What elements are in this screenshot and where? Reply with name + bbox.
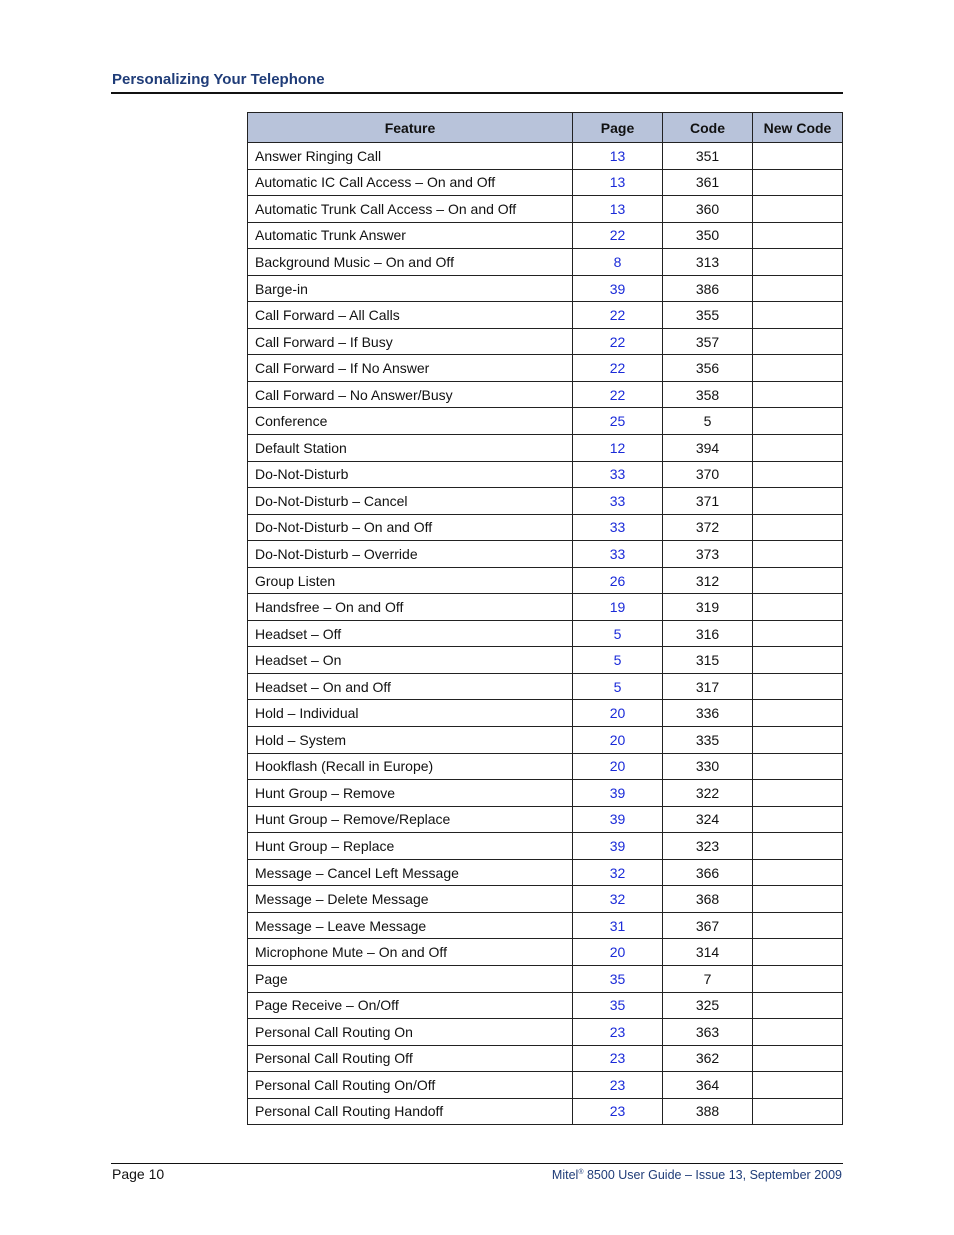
new-code-cell	[753, 700, 843, 727]
table-row	[248, 859, 843, 886]
page-link[interactable]: 23	[573, 1045, 663, 1072]
page-link[interactable]: 22	[573, 355, 663, 382]
code-cell: 362	[663, 1045, 753, 1072]
feature-cell: Page	[248, 965, 573, 992]
table-row	[248, 912, 843, 939]
page-link[interactable]: 20	[573, 753, 663, 780]
table-row	[248, 594, 843, 621]
table-row	[248, 727, 843, 754]
new-code-cell	[753, 1098, 843, 1125]
page-link[interactable]: 22	[573, 381, 663, 408]
new-code-cell	[753, 965, 843, 992]
feature-cell: Group Listen	[248, 567, 573, 594]
table-row	[248, 196, 843, 223]
page-link[interactable]: 22	[573, 328, 663, 355]
new-code-cell	[753, 594, 843, 621]
feature-cell: Headset – On	[248, 647, 573, 674]
page-link[interactable]: 26	[573, 567, 663, 594]
feature-cell: Barge-in	[248, 275, 573, 302]
code-cell: 315	[663, 647, 753, 674]
new-code-cell	[753, 912, 843, 939]
new-code-cell	[753, 1072, 843, 1099]
code-cell: 388	[663, 1098, 753, 1125]
new-code-cell	[753, 355, 843, 382]
code-cell: 350	[663, 222, 753, 249]
new-code-cell	[753, 222, 843, 249]
page-link[interactable]: 33	[573, 488, 663, 515]
table-row	[248, 965, 843, 992]
new-code-cell	[753, 169, 843, 196]
feature-cell: Message – Delete Message	[248, 886, 573, 913]
feature-cell: Background Music – On and Off	[248, 249, 573, 276]
page-link[interactable]: 33	[573, 541, 663, 568]
page-link[interactable]: 33	[573, 514, 663, 541]
feature-cell: Conference	[248, 408, 573, 435]
page-link[interactable]: 13	[573, 169, 663, 196]
page-link[interactable]: 31	[573, 912, 663, 939]
page-link[interactable]: 39	[573, 780, 663, 807]
code-cell: 322	[663, 780, 753, 807]
registered-mark: ®	[578, 1168, 584, 1176]
new-code-cell	[753, 1045, 843, 1072]
feature-cell: Do-Not-Disturb – Override	[248, 541, 573, 568]
code-cell: 370	[663, 461, 753, 488]
table-row	[248, 249, 843, 276]
page-link[interactable]: 5	[573, 647, 663, 674]
table-row	[248, 461, 843, 488]
feature-cell: Headset – On and Off	[248, 673, 573, 700]
code-cell: 371	[663, 488, 753, 515]
code-cell: 367	[663, 912, 753, 939]
code-cell: 372	[663, 514, 753, 541]
code-cell: 360	[663, 196, 753, 223]
new-code-cell	[753, 328, 843, 355]
page-link[interactable]: 39	[573, 806, 663, 833]
code-cell: 7	[663, 965, 753, 992]
code-cell: 368	[663, 886, 753, 913]
code-cell: 324	[663, 806, 753, 833]
page-link[interactable]: 20	[573, 700, 663, 727]
table-row	[248, 620, 843, 647]
table-row	[248, 328, 843, 355]
feature-cell: Personal Call Routing Off	[248, 1045, 573, 1072]
feature-cell: Personal Call Routing Handoff	[248, 1098, 573, 1125]
new-code-cell	[753, 408, 843, 435]
feature-cell: Message – Cancel Left Message	[248, 859, 573, 886]
section-title: Personalizing Your Telephone	[112, 71, 325, 88]
new-code-cell	[753, 302, 843, 329]
page-link[interactable]: 39	[573, 275, 663, 302]
page-link[interactable]: 23	[573, 1019, 663, 1046]
table-row	[248, 806, 843, 833]
new-code-cell	[753, 806, 843, 833]
footer-divider	[111, 1163, 843, 1164]
code-cell: 335	[663, 727, 753, 754]
code-cell: 357	[663, 328, 753, 355]
new-code-cell	[753, 488, 843, 515]
code-cell: 386	[663, 275, 753, 302]
table-row	[248, 700, 843, 727]
new-code-cell	[753, 381, 843, 408]
table-row	[248, 514, 843, 541]
table-row	[248, 753, 843, 780]
code-cell: 355	[663, 302, 753, 329]
feature-cell: Default Station	[248, 435, 573, 462]
code-cell: 325	[663, 992, 753, 1019]
feature-cell: Call Forward – If Busy	[248, 328, 573, 355]
table-row	[248, 567, 843, 594]
new-code-cell	[753, 992, 843, 1019]
page-link[interactable]: 20	[573, 727, 663, 754]
column-header-new-code: New Code	[753, 113, 843, 143]
new-code-cell	[753, 620, 843, 647]
code-cell: 313	[663, 249, 753, 276]
feature-cell: Hunt Group – Remove	[248, 780, 573, 807]
code-cell: 351	[663, 143, 753, 170]
code-cell: 364	[663, 1072, 753, 1099]
feature-cell: Do-Not-Disturb – Cancel	[248, 488, 573, 515]
feature-cell: Answer Ringing Call	[248, 143, 573, 170]
guide-title: 8500 User Guide – Issue 13, September 2009	[583, 1168, 842, 1182]
code-cell: 317	[663, 673, 753, 700]
page-link[interactable]: 22	[573, 302, 663, 329]
new-code-cell	[753, 1019, 843, 1046]
table-row	[248, 673, 843, 700]
new-code-cell	[753, 461, 843, 488]
column-header-code: Code	[663, 113, 753, 143]
page-link[interactable]: 33	[573, 461, 663, 488]
footer-guide-title	[552, 1168, 842, 1182]
new-code-cell	[753, 753, 843, 780]
page-link[interactable]: 39	[573, 833, 663, 860]
table-row	[248, 222, 843, 249]
table-row	[248, 1072, 843, 1099]
table-row	[248, 381, 843, 408]
brand-name: Mitel	[551, 1168, 579, 1182]
feature-cell: Personal Call Routing On/Off	[248, 1072, 573, 1099]
new-code-cell	[753, 514, 843, 541]
table-row	[248, 992, 843, 1019]
page-link[interactable]: 5	[573, 620, 663, 647]
table-row	[248, 1045, 843, 1072]
feature-cell: Automatic IC Call Access – On and Off	[248, 169, 573, 196]
code-cell: 5	[663, 408, 753, 435]
table-header-row	[248, 113, 843, 143]
new-code-cell	[753, 886, 843, 913]
table-row	[248, 408, 843, 435]
feature-cell: Message – Leave Message	[248, 912, 573, 939]
feature-cell: Handsfree – On and Off	[248, 594, 573, 621]
page-number: Page 10	[112, 1166, 165, 1182]
feature-cell: Automatic Trunk Call Access – On and Off	[248, 196, 573, 223]
table-body	[248, 143, 843, 1125]
feature-cell: Page Receive – On/Off	[248, 992, 573, 1019]
new-code-cell	[753, 435, 843, 462]
feature-cell: Do-Not-Disturb	[248, 461, 573, 488]
new-code-cell	[753, 567, 843, 594]
code-cell: 312	[663, 567, 753, 594]
table-row	[248, 302, 843, 329]
new-code-cell	[753, 647, 843, 674]
feature-cell: Hunt Group – Replace	[248, 833, 573, 860]
feature-cell: Automatic Trunk Answer	[248, 222, 573, 249]
page-link[interactable]: 20	[573, 939, 663, 966]
table-row	[248, 1098, 843, 1125]
page-link[interactable]: 25	[573, 408, 663, 435]
table-row	[248, 435, 843, 462]
page-link[interactable]: 35	[573, 965, 663, 992]
code-cell: 316	[663, 620, 753, 647]
code-cell: 366	[663, 859, 753, 886]
code-cell: 323	[663, 833, 753, 860]
table-row	[248, 780, 843, 807]
table-row	[248, 939, 843, 966]
new-code-cell	[753, 143, 843, 170]
table-row	[248, 488, 843, 515]
code-cell: 319	[663, 594, 753, 621]
feature-cell: Personal Call Routing On	[248, 1019, 573, 1046]
page-link[interactable]: 35	[573, 992, 663, 1019]
feature-cell: Hunt Group – Remove/Replace	[248, 806, 573, 833]
feature-cell: Call Forward – All Calls	[248, 302, 573, 329]
feature-cell: Hold – Individual	[248, 700, 573, 727]
feature-cell: Call Forward – No Answer/Busy	[248, 381, 573, 408]
page-link[interactable]: 5	[573, 673, 663, 700]
column-header-feature: Feature	[248, 113, 573, 143]
new-code-cell	[753, 833, 843, 860]
new-code-cell	[753, 541, 843, 568]
new-code-cell	[753, 196, 843, 223]
page-link[interactable]: 12	[573, 435, 663, 462]
page-link[interactable]: 13	[573, 196, 663, 223]
feature-cell: Headset – Off	[248, 620, 573, 647]
code-cell: 314	[663, 939, 753, 966]
code-cell: 358	[663, 381, 753, 408]
new-code-cell	[753, 275, 843, 302]
page-link[interactable]: 13	[573, 143, 663, 170]
table-row	[248, 169, 843, 196]
code-cell: 394	[663, 435, 753, 462]
table-row	[248, 541, 843, 568]
new-code-cell	[753, 727, 843, 754]
page-link[interactable]: 23	[573, 1098, 663, 1125]
code-cell: 336	[663, 700, 753, 727]
feature-cell: Do-Not-Disturb – On and Off	[248, 514, 573, 541]
feature-cell: Hold – System	[248, 727, 573, 754]
feature-cell: Call Forward – If No Answer	[248, 355, 573, 382]
code-cell: 361	[663, 169, 753, 196]
new-code-cell	[753, 780, 843, 807]
table-row	[248, 1019, 843, 1046]
new-code-cell	[753, 249, 843, 276]
feature-code-table	[247, 112, 843, 1125]
column-header-page: Page	[573, 113, 663, 143]
code-cell: 363	[663, 1019, 753, 1046]
new-code-cell	[753, 939, 843, 966]
feature-cell: Hookflash (Recall in Europe)	[248, 753, 573, 780]
page-link[interactable]: 32	[573, 886, 663, 913]
table-row	[248, 886, 843, 913]
page-link[interactable]: 8	[573, 249, 663, 276]
code-cell: 373	[663, 541, 753, 568]
table-row	[248, 833, 843, 860]
feature-cell: Microphone Mute – On and Off	[248, 939, 573, 966]
header-divider	[111, 92, 843, 94]
page-link[interactable]: 22	[573, 222, 663, 249]
page-link[interactable]: 19	[573, 594, 663, 621]
code-cell: 356	[663, 355, 753, 382]
code-cell: 330	[663, 753, 753, 780]
page-link[interactable]: 32	[573, 859, 663, 886]
table-row	[248, 275, 843, 302]
new-code-cell	[753, 673, 843, 700]
table-row	[248, 647, 843, 674]
page-link[interactable]: 23	[573, 1072, 663, 1099]
table-row	[248, 355, 843, 382]
new-code-cell	[753, 859, 843, 886]
table-row	[248, 143, 843, 170]
